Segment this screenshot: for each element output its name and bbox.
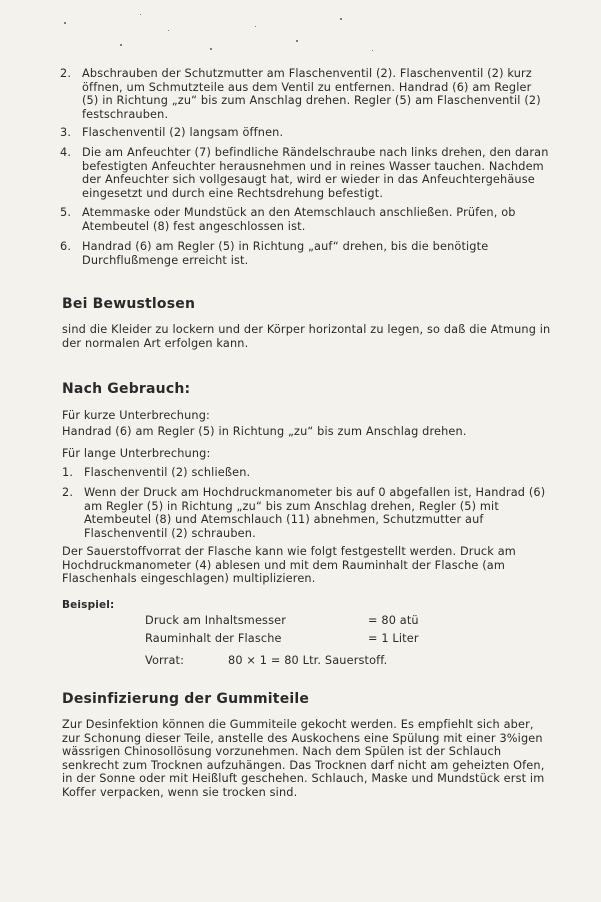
scan-speck [210,48,212,50]
vorrat-value: 80 × 1 = 80 Ltr. Sauerstoff. [228,654,388,667]
druck-value: = 80 atü [368,614,419,627]
step-number: 6. [60,240,72,253]
raum-label: Rauminhalt der Flasche [145,632,282,645]
step-number: 4. [60,146,72,159]
step-text: Flaschenventil (2) langsam öffnen. [82,126,284,139]
step-item [62,486,552,540]
step-number: 5. [60,206,72,219]
druck-label: Druck am Inhaltsmesser [145,614,287,627]
step-item [60,67,550,121]
step-number: 3. [60,126,72,139]
step-number: 2. [60,67,72,80]
step-item [62,466,552,480]
desinfizierung-paragraph: Zur Desinfektion können die Gummiteile gekocht werden. Es empfiehlt sich aber, zur Schonung dieser Teile, anstelle des Auskochens eine Spülung mit einer 3%igen wässrigen Chinosollösung vorzunehmen. Nach dem Spülen ist der Schlauch senkrecht zum Trocknen aufzuhängen. Das Trocknen darf nicht am geheizten Ofen, in der Sonne oder mit Heißluft geschehen. Schlauch, Maske und Mundstück erst im Koffer verpacken, wenn sie trocken sind. [62,718,545,799]
bewusstlos-paragraph: sind die Kleider zu lockern und der Körper horizontal zu legen, so daß die Atmung in der normalen Art erfolgen kann. [62,323,551,350]
step-number: 1. [62,466,74,479]
scan-speck [64,22,66,24]
scan-speck [120,44,122,46]
step-item [60,146,550,200]
vorrat-paragraph: Der Sauerstoffvorrat der Flasche kann wie folgt festgestellt werden. Druck am Hochdruckmanometer (4) ablesen und mit dem Rauminhalt der Flasche (am Flaschenhals eingeschlagen) multiplizieren. [62,545,516,586]
step-item [60,240,550,267]
section-heading-desinfizierung: Desinfizierung der Gummiteile [62,691,310,707]
raum-value: = 1 Liter [368,632,419,645]
step-text: Flaschenventil (2) schließen. [84,466,251,479]
beispiel-label: Beispiel: [62,599,115,611]
section-heading-bewusstlos: Bei Bewustlosen [62,296,196,312]
kurz-text: Handrad (6) am Regler (5) in Richtung „zu“ bis zum Anschlag drehen. [62,425,467,438]
scan-speck [340,18,342,20]
step-text: Die am Anfeuchter (7) befindliche Rändelschraube nach links drehen, den daran befestigten Anfeuchter herausnehmen und in reines Wasser tauchen. Nachdem der Anfeuchter sich vollgesaugt hat, wird er wieder in das Anfeuchtergehäuse eingesetzt und durch eine Rechtsdrehung befestigt. [82,146,549,200]
section-heading-gebrauch: Nach Gebrauch: [62,381,191,397]
scan-speck [255,26,256,27]
scan-speck [372,50,373,51]
step-item [60,206,550,233]
step-item [60,126,550,140]
step-text: Atemmaske oder Mundstück an den Atemschlauch anschließen. Prüfen, ob Atembeutel (8) fest angeschlossen ist. [82,206,516,233]
lang-label: Für lange Unterbrechung: [62,447,211,460]
step-text: Wenn der Druck am Hochdruckmanometer bis auf 0 abgefallen ist, Handrad (6) am Regler (5) in Richtung „zu“ bis zum Anschlag drehen, Regler (5) mit Atembeutel (8) und Atemschlauch (11) abnehmen, Schutzmutter auf Flaschenventil (2) schrauben. [84,486,546,540]
scan-speck [168,30,169,31]
step-text: Abschrauben der Schutzmutter am Flaschenventil (2). Flaschenventil (2) kurz öffnen, um Schmutzteile aus dem Ventil zu entfernen. Handrad (6) am Regler (5) in Richtung „zu“ bis zum Anschlag drehen. Regler (5) am Flaschenventil (2) festschrauben. [82,67,541,121]
step-number: 2. [62,486,74,499]
step-text: Handrad (6) am Regler (5) in Richtung „auf“ drehen, bis die benötigte Durchflußmenge erreicht ist. [82,240,489,267]
kurz-label: Für kurze Unterbrechung: [62,409,210,422]
scan-speck [140,14,141,15]
scan-speck [296,40,298,42]
vorrat-label: Vorrat: [145,654,185,667]
